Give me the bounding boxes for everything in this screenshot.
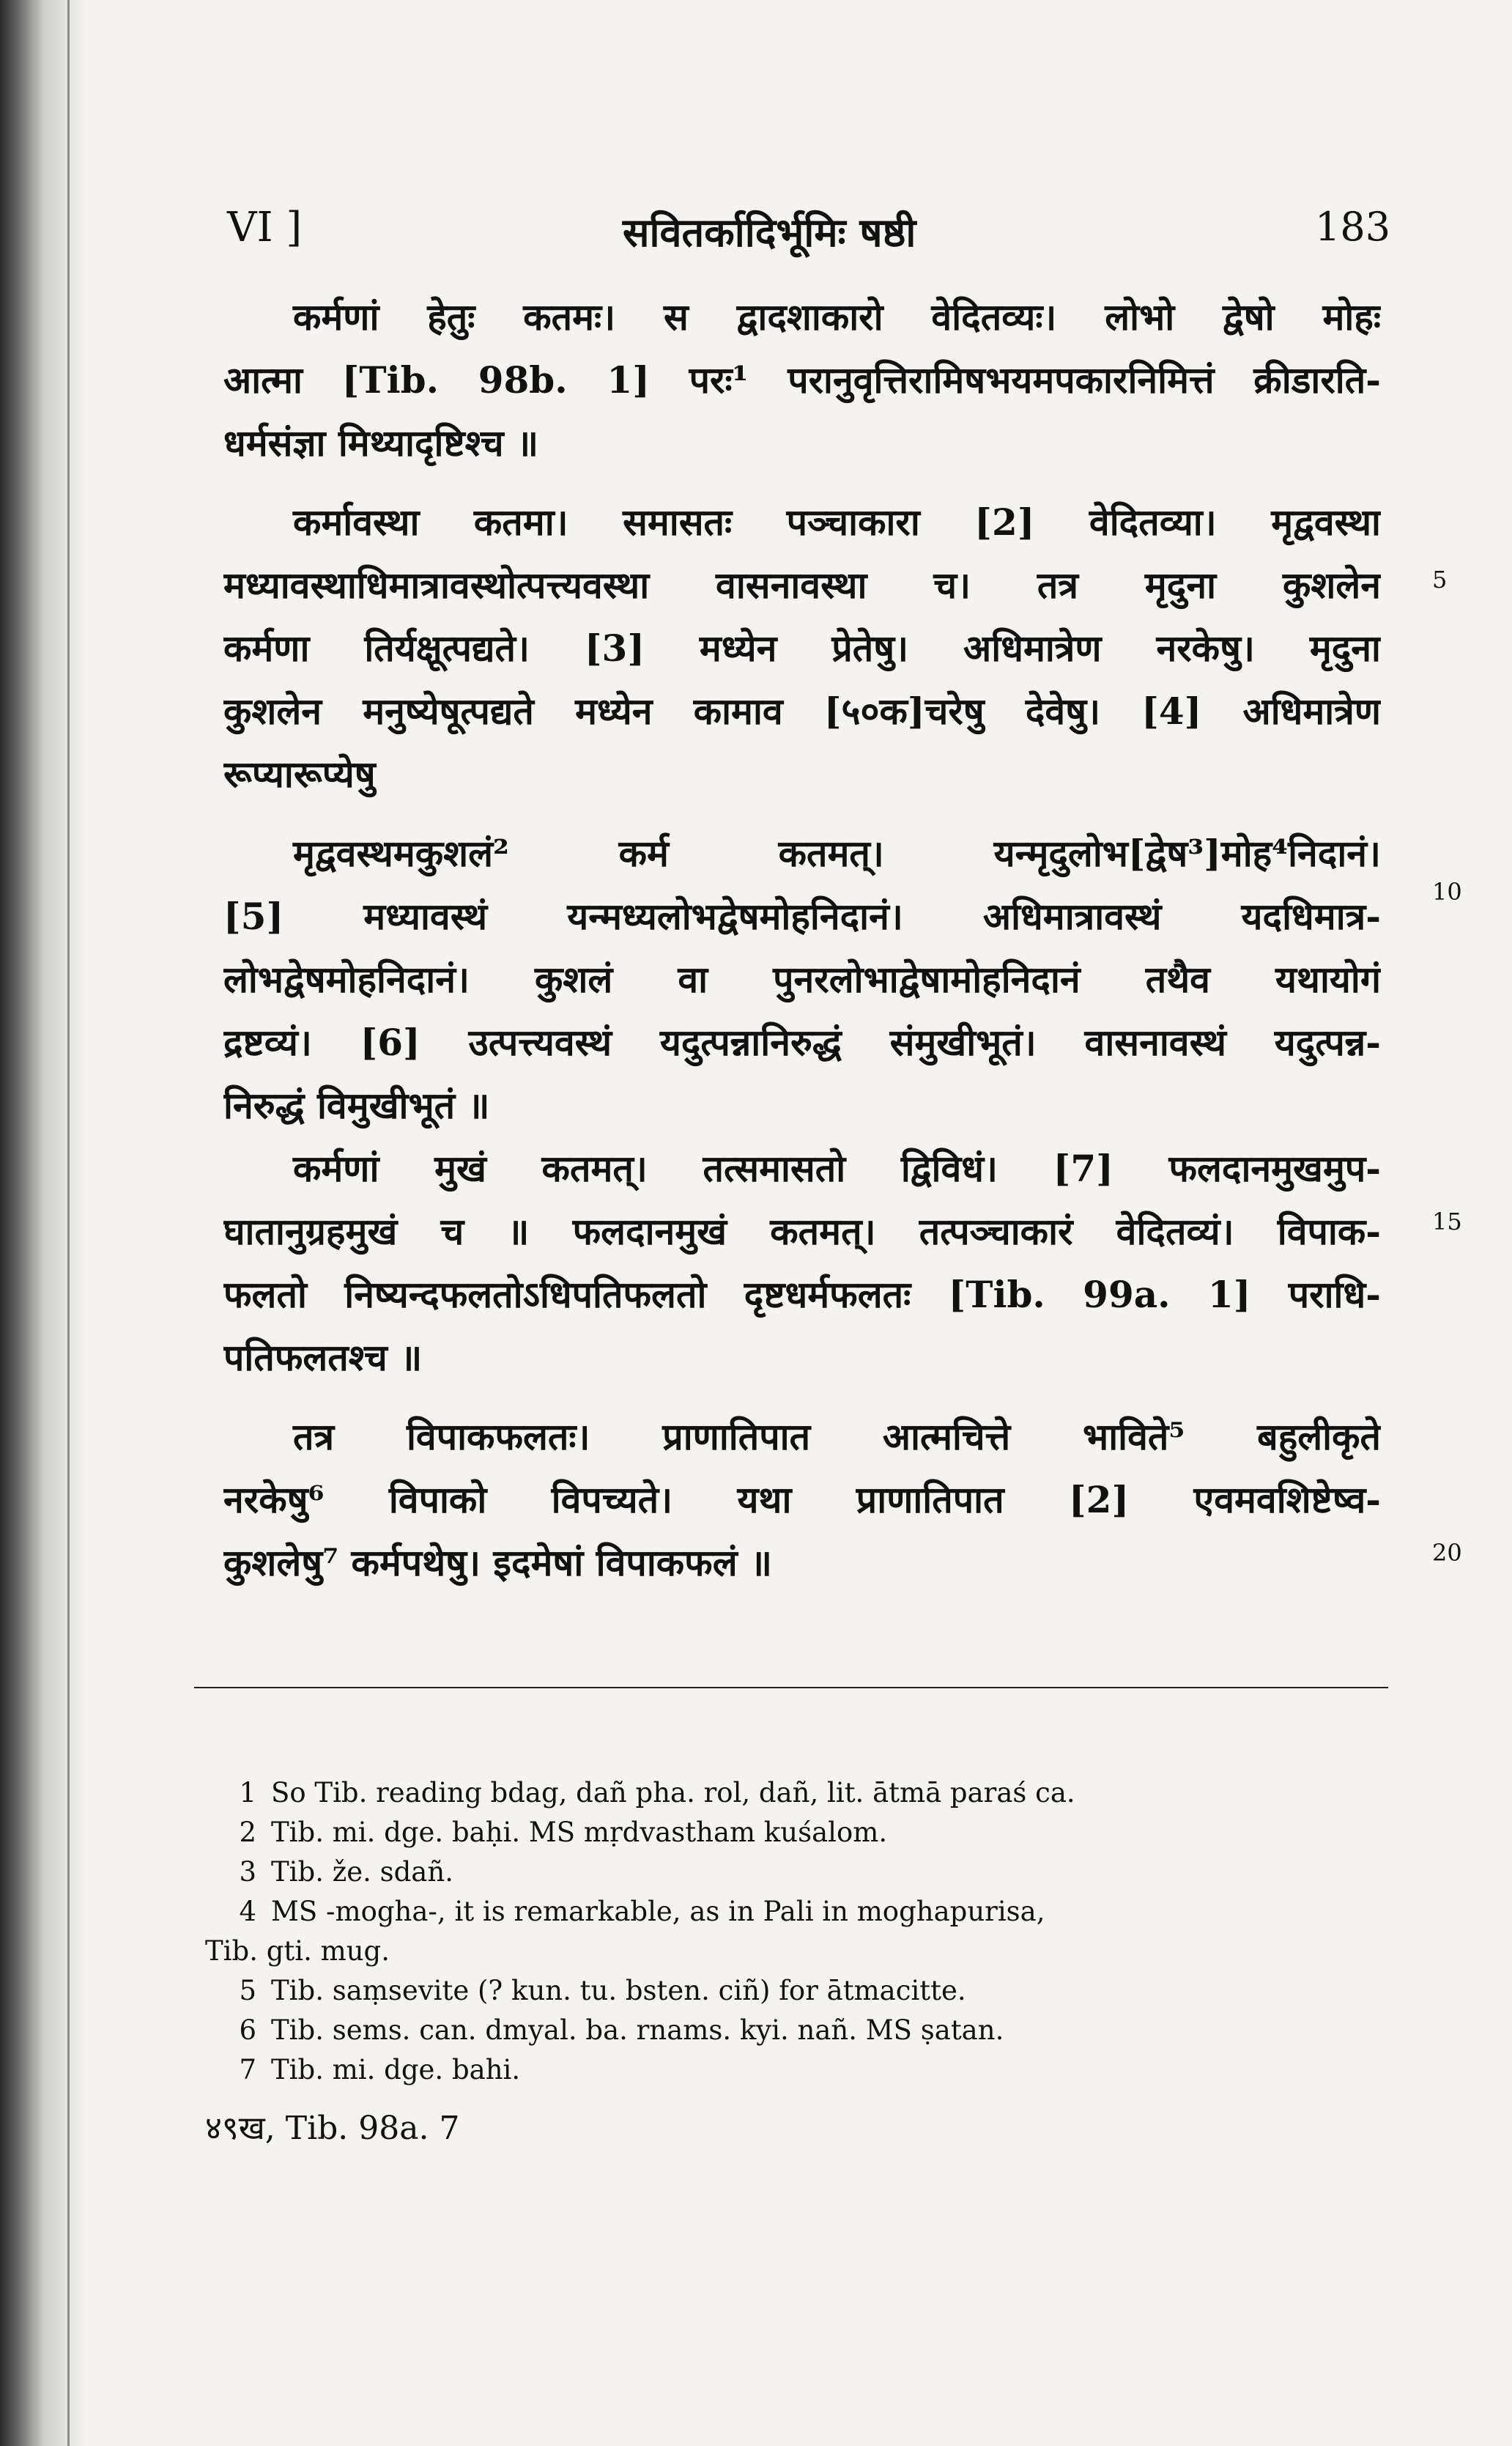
- binding-edge-line: [67, 0, 70, 2446]
- footnote-text: Tib. mi. dge. baḥi. MS mṛdvastham kuśalom.: [271, 1817, 888, 1848]
- line-number: 10: [1432, 878, 1462, 906]
- footnote-text: So Tib. reading bdag, dañ pha. rol, dañ, lit. ātmā paraś ca.: [271, 1777, 1075, 1808]
- line-number: 5: [1432, 566, 1448, 594]
- line-number: 20: [1432, 1539, 1462, 1567]
- text-line: नरकेषु⁶ विपाको विपच्यते। यथा प्राणातिपात [2] एवमवशिष्टेष्व-: [223, 1478, 1381, 1521]
- footnote: [212, 1773, 1385, 1813]
- text-line: कर्मणां मुखं कतमत्। तत्समासतो द्विविधं। [7] फलदानमुखमुप-: [293, 1147, 1381, 1190]
- text-line: द्रष्टव्यं। [6] उत्पत्त्यवस्थं यदुत्पन्नानिरुद्धं संमुखीभूतं। वासनावस्थं यदुत्पन्न-: [223, 1021, 1381, 1064]
- chapter-marker: VI ]: [227, 204, 303, 251]
- footnote: [212, 1971, 1385, 2011]
- footnote-number: 3: [239, 1856, 256, 1888]
- page-number: 183: [1315, 204, 1391, 250]
- text-line: कर्मावस्था कतमा। समासतः पञ्चाकारा [2] वेदितव्या। मृद्ववस्था: [293, 500, 1381, 544]
- text-line: लोभद्वेषमोहनिदानं। कुशलं वा पुनरलोभाद्वेषामोहनिदानं तथैव यथायोगं: [223, 958, 1381, 1001]
- text-line: कर्मणा तिर्यक्षूत्पद्यते। [3] मध्येन प्रेतेषु। अधिमात्रेण नरकेषु। मृदुना: [223, 627, 1381, 670]
- footnote: [212, 2050, 1385, 2090]
- footnote-text: Tib. mi. dge. bahi.: [271, 2054, 521, 2085]
- main-text-body: [223, 286, 1381, 1595]
- footnote-number: 5: [239, 1975, 256, 2006]
- footnote-number: 2: [239, 1817, 256, 1848]
- footnote-continuation: Tib. gti. mug.: [205, 1935, 390, 1967]
- footnote-number: 7: [239, 2054, 256, 2085]
- text-line: कर्मणां हेतुः कतमः। स द्वादशाकारो वेदितव्यः। लोभो द्वेषो मोहः: [293, 295, 1381, 339]
- footnote-number: 4: [239, 1896, 256, 1927]
- text-line: मध्यावस्थाधिमात्रावस्थोत्पत्त्यवस्था वासनावस्था च। तत्र मृदुना कुशलेन: [223, 564, 1381, 607]
- text-line: तत्र विपाकफलतः। प्राणातिपात आत्मचित्ते भाविते⁵ बहुलीकृते: [293, 1415, 1381, 1458]
- running-title: सवितर्कादिर्भूमिः षष्ठी: [623, 209, 916, 256]
- footnote-text: MS -mogha-, it is remarkable, as in Pali in moghapurisa,: [271, 1896, 1045, 1927]
- footnote-number: 1: [239, 1777, 256, 1808]
- footnote-number: 6: [239, 2014, 256, 2046]
- footnote: [212, 1813, 1385, 1852]
- footnote: [212, 1852, 1385, 1892]
- footnotes: [205, 1773, 1385, 2154]
- text-line: मृद्ववस्थमकुशलं² कर्म कतमत्। यन्मृदुलोभ[द्वेष³]मोह⁴निदानं।: [293, 832, 1381, 875]
- text-line: [5] मध्यावस्थं यन्मध्यलोभद्वेषमोहनिदानं। अधिमात्रावस्थं यदधिमात्र-: [223, 895, 1381, 938]
- text-line: कुशलेन मनुष्येषूत्पद्यते मध्येन कामाव [५०क]चरेषु देवेषु। [4] अधिमात्रेण: [223, 690, 1381, 733]
- footnote-separator-rule: [194, 1687, 1388, 1688]
- text-line: रूप्यारूप्येषु: [223, 753, 376, 796]
- text-line: फलतो निष्यन्दफलतोऽधिपतिफलतो दृष्टधर्मफलतः [Tib. 99a. 1] पराधि-: [223, 1273, 1381, 1316]
- page-header: [0, 204, 1512, 262]
- manuscript-reference: ४९ख, Tib. 98a. 7: [205, 2110, 460, 2147]
- footnote-text: Tib. saṃsevite (? kun. tu. bsten. ciñ) for ātmacitte.: [271, 1975, 966, 2006]
- footnote-text: Tib. sems. can. dmyal. ba. rnams. kyi. nañ. MS ṣatan.: [271, 2014, 1004, 2046]
- footnote: [212, 2011, 1385, 2050]
- footnote: [212, 1892, 1385, 1932]
- text-line: धर्मसंज्ञा मिथ्यादृष्टिश्च ॥: [223, 421, 539, 465]
- text-line: घातानुग्रहमुखं च ॥ फलदानमुखं कतमत्। तत्पञ्चाकारं वेदितव्यं। विपाक-: [223, 1210, 1381, 1253]
- text-line: कुशलेषु⁷ कर्मपथेषु। इदमेषां विपाकफलं ॥: [223, 1541, 772, 1584]
- footnote-text: Tib. že. sdañ.: [271, 1856, 453, 1888]
- text-line: पतिफलतश्च ॥: [223, 1336, 423, 1379]
- line-number: 15: [1432, 1208, 1462, 1235]
- text-line: आत्मा [Tib. 98b. 1] परः¹ परानुवृत्तिरामिषभयमपकारनिमित्तं क्रीडारति-: [223, 358, 1381, 402]
- text-line: निरुद्धं विमुखीभूतं ॥: [223, 1084, 490, 1127]
- book-binding-shadow: [0, 0, 88, 2446]
